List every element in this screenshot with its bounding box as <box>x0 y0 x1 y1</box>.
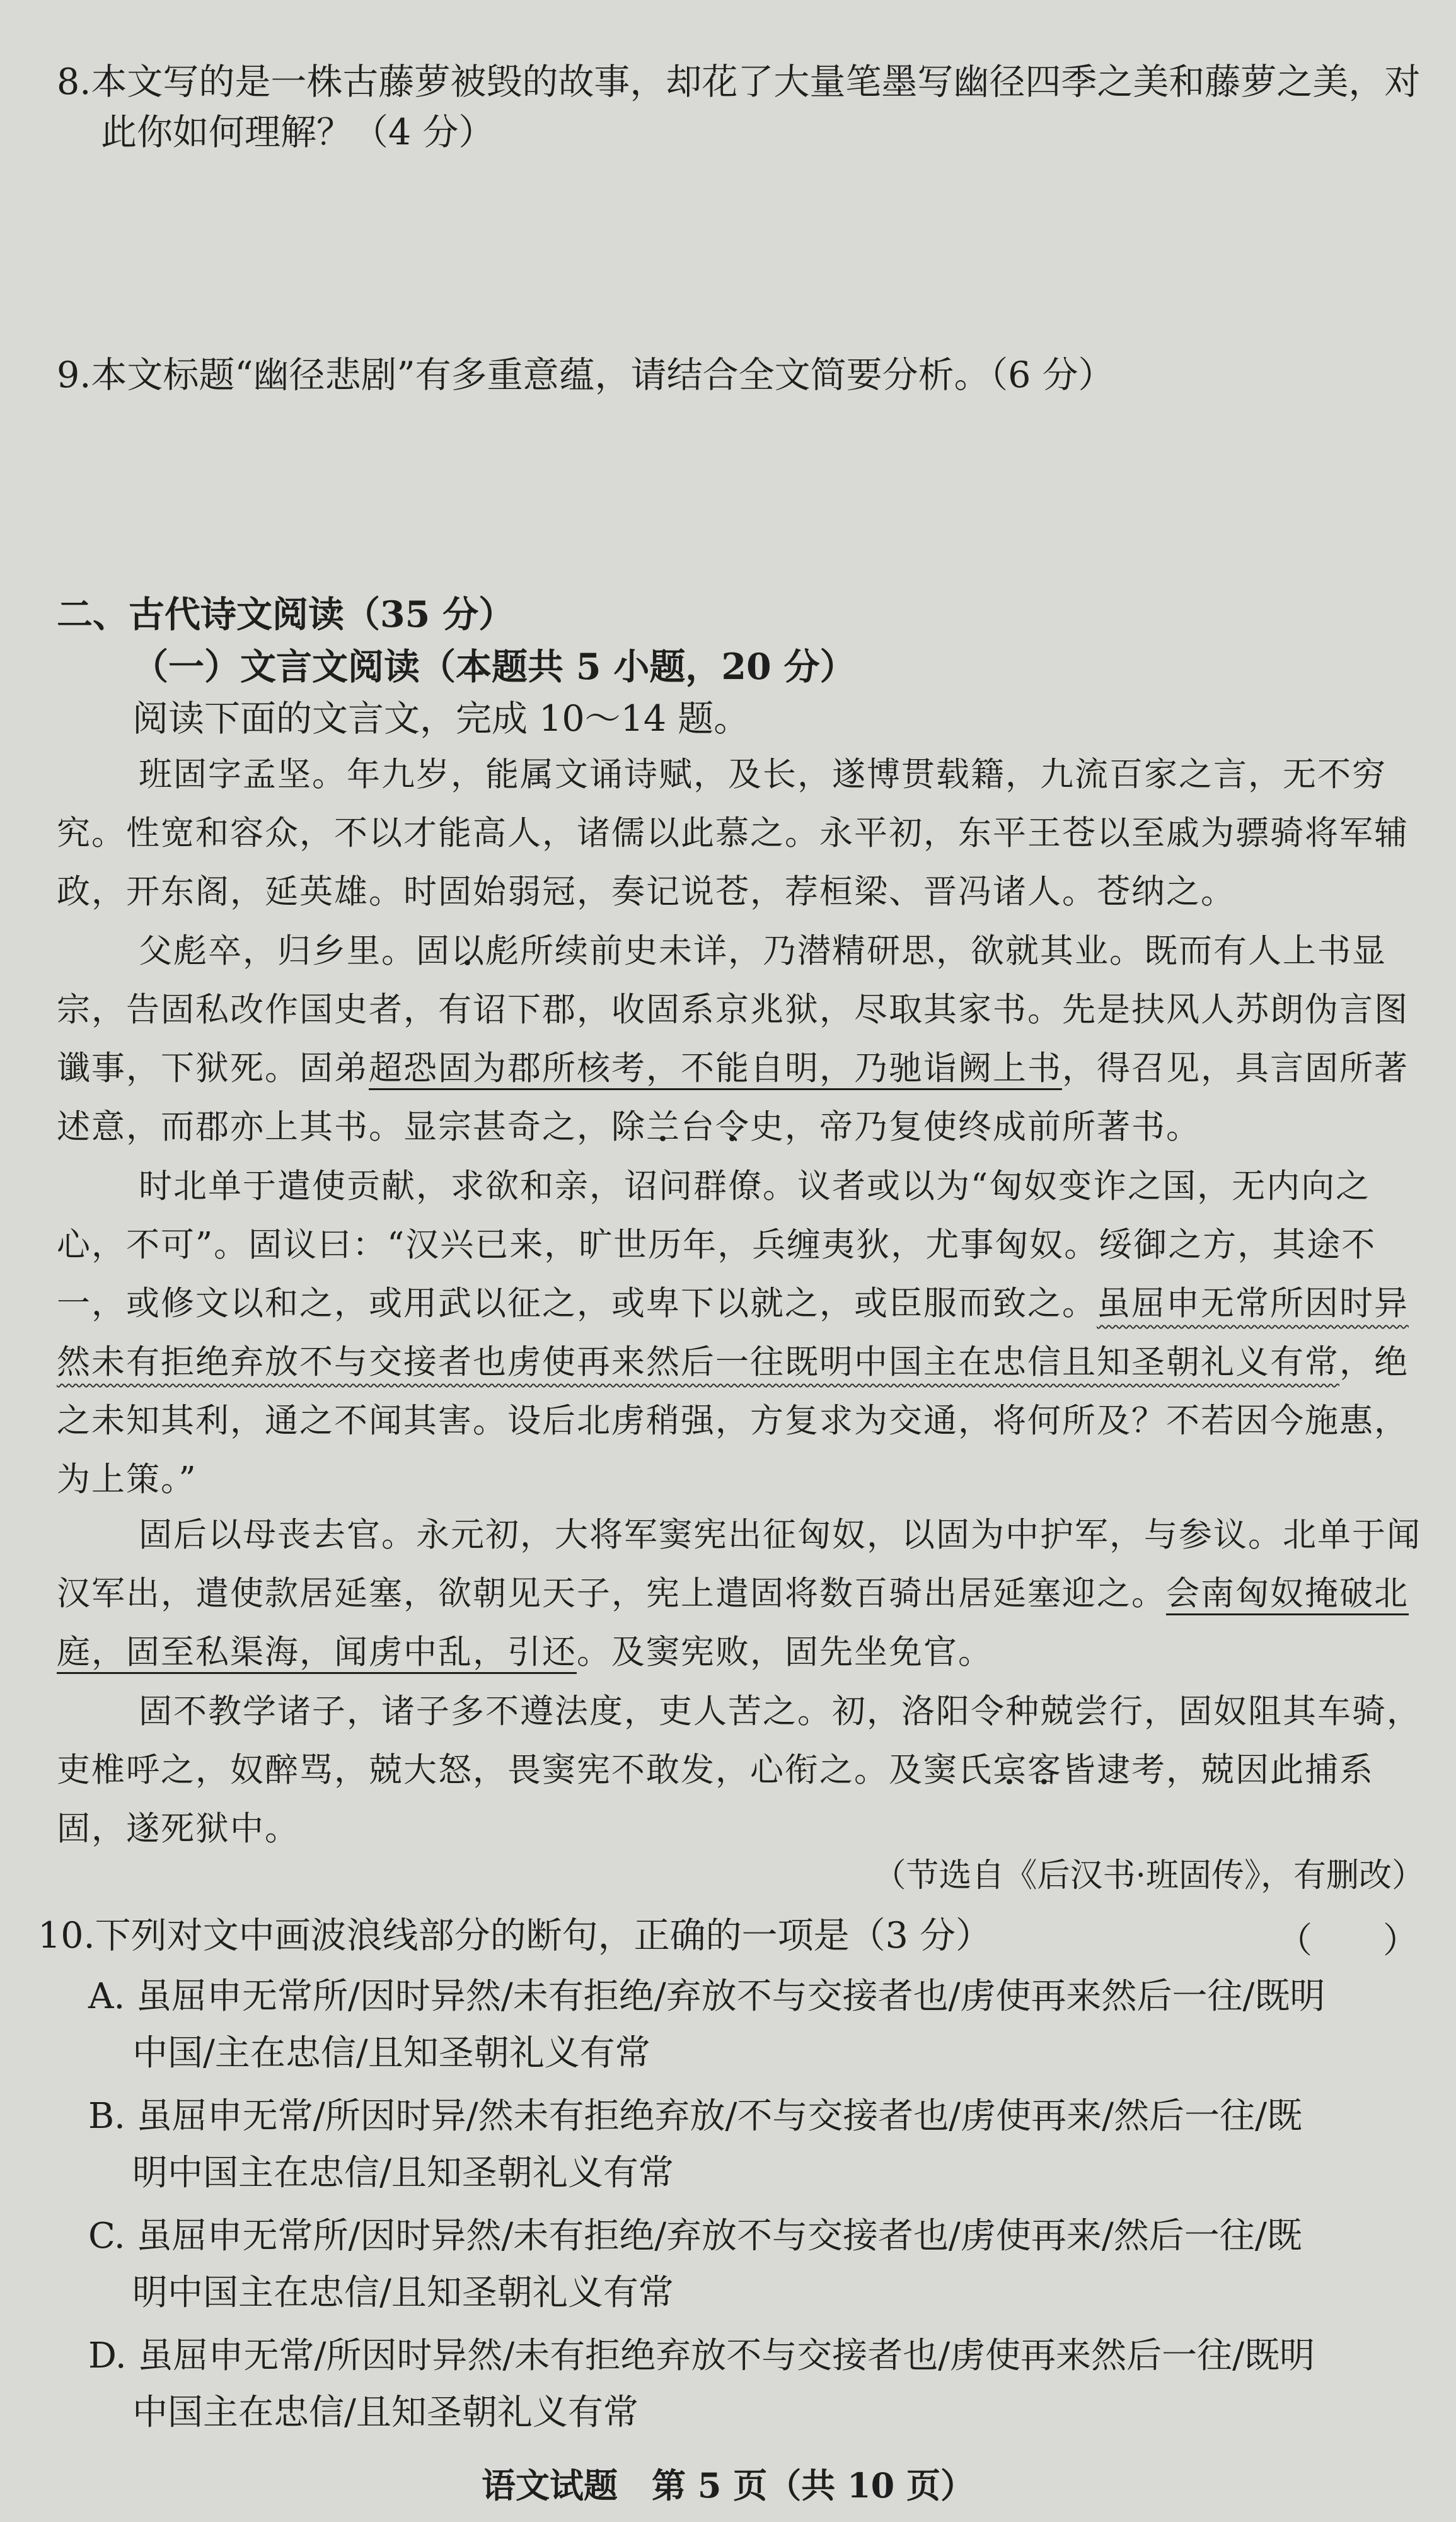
p4-text-a: 固后以母丧去官。永元初，大将军窦宪出征匈奴，以固为中护军，与参议。北单于闻汉军出，遣使款居延塞，欲朝见天子，宪上遣固将数百骑出居延塞迎之。 <box>57 1516 1421 1613</box>
option-d-line2: 中国主在忠信/且知圣朝礼义有常 <box>132 2392 638 2433</box>
option-a-line1: A. 虽屈申无常所/因时异然/未有拒绝/弃放不与交接者也/虏使再来然后一往/既明 <box>88 1976 1326 2017</box>
p3-text-b: ，绝之未知其利，通之不闻其害。设后北虏稍强，方复求为交通，将何所及？不若因今施惠，为上策。” <box>57 1343 1409 1499</box>
option-b-line1: B. 虽屈申无常/所因时异/然未有拒绝弃放/不与交接者也/虏使再来/然后一往/既 <box>88 2096 1302 2137</box>
option-b-line2: 明中国主在忠信/且知圣朝礼义有常 <box>132 2153 674 2194</box>
question-8-line1: 8.本文写的是一株古藤萝被毁的故事，却花了大量笔墨写幽径四季之美和藤萝之美，对 <box>57 61 1421 103</box>
dotted-char: 以 <box>451 932 485 970</box>
p3-text-a: 时北单于遣使贡献，求欲和亲，诏问群僚。议者或以为“匈奴变诈之国，无内向之心，不可”。固议曰：“汉兴已来，旷世历年，兵缠夷狄，尤事匈奴。绥御之方，其途不一，或修文以和之，或用武以征之，或卑下以就之，或臣服而致之。 <box>57 1167 1377 1323</box>
underlined-sentence: 超恐固为郡所核考，不能自明，乃驰诣阙上书 <box>369 1049 1062 1088</box>
p2-text-d: 台 <box>681 1108 715 1146</box>
page-footer: 语文试题 第 5 页（共 10 页） <box>482 2465 974 2506</box>
passage-paragraph-5 <box>57 1682 1424 1858</box>
p2-text-a: 父彪卒，归乡里。固 <box>139 932 451 970</box>
p2-text-b: 彪所续前史未详，乃潜精研思，欲就其业。既而有人上书显宗，告固私改作国史者，有诏下郡，收固系京兆狱，尽取其家书。先是扶风人苏朗伪言图谶事，下狱死。固弟 <box>57 932 1409 1088</box>
section-heading: 二、古代诗文阅读（35 分） <box>57 593 515 636</box>
question-8-line2: 此你如何理解？（4 分） <box>101 112 495 153</box>
option-a <box>88 1968 1431 2082</box>
option-d-line1: D. 虽屈申无常/所因时异然/未有拒绝弃放不与交接者也/虏使再来然后一往/既明 <box>88 2335 1315 2376</box>
subsection-heading: （一）文言文阅读（本题共 5 小题，20 分） <box>132 646 856 688</box>
question-10-stem: 10.下列对文中画波浪线部分的断句，正确的一项是（3 分） <box>38 1915 992 1956</box>
passage-paragraph-4 <box>57 1506 1424 1682</box>
option-d <box>88 2328 1431 2441</box>
underlined-sentence: 会南匈奴掩破北庭，固至私渠海，闻虏中乱，引还 <box>57 1574 1409 1671</box>
option-b <box>88 2088 1431 2202</box>
question-8 <box>57 57 1424 158</box>
dotted-char: 客 <box>1027 1751 1062 1789</box>
question-9: 9.本文标题“幽径悲剧”有多重意蕴，请结合全文简要分析。（6 分） <box>57 354 1114 396</box>
option-a-line2: 中国/主在忠信/且知圣朝礼义有常 <box>132 2033 650 2074</box>
dotted-char: 令 <box>715 1108 750 1146</box>
passage-source: （节选自《后汉书·班固传》，有删改） <box>873 1857 1424 1895</box>
wavy-underlined-sentence: 虽屈申无常所因时异然未有拒绝弃放不与交接者也虏使再来然后一往既明中国主在忠信且知圣朝礼义有常 <box>57 1284 1409 1381</box>
option-c-line2: 明中国主在忠信/且知圣朝礼义有常 <box>132 2272 674 2313</box>
p2-text-e: 史，帝乃复使终成前所著书。 <box>750 1108 1201 1146</box>
dotted-char: 兰 <box>646 1108 681 1146</box>
answer-blank: （ ） <box>1277 1921 1418 1961</box>
passage-paragraph-1 <box>57 745 1424 921</box>
reading-instruction: 阅读下面的文言文，完成 10～14 题。 <box>132 698 750 740</box>
p5-text-b: 皆逮考，兢因此捕系固，遂死狱中。 <box>57 1751 1374 1848</box>
dotted-char: 宾 <box>993 1751 1027 1789</box>
passage-paragraph-2 <box>57 922 1424 1156</box>
p4-text-b: 。及窦宪败，固先坐免官。 <box>577 1633 993 1671</box>
p5-text-a: 固不教学诸子，诸子多不遵法度，吏人苦之。初，洛阳令种兢尝行，固奴阻其车骑，吏椎呼之，奴醉骂，兢大怒，畏窦宪不敢发，心衔之。及窦氏 <box>57 1692 1421 1789</box>
passage-paragraph-3 <box>57 1157 1424 1509</box>
option-c <box>88 2208 1431 2322</box>
p2-text-c: ，得召见，具言固所著述意，而郡亦上其书。显宗甚奇之，除 <box>57 1049 1409 1146</box>
paragraph-1-text: 班固字孟坚。年九岁，能属文诵诗赋，及长，遂博贯载籍，九流百家之言，无不穷究。性宽和容众，不以才能高人，诸儒以此慕之。永平初，东平王苍以至戚为骠骑将军辅政，开东阁，延英雄。时固始弱冠，奏记说苍，荐桓梁、晋冯诸人。苍纳之。 <box>57 755 1409 911</box>
option-c-line1: C. 虽屈申无常所/因时异然/未有拒绝/弃放不与交接者也/虏使再来/然后一往/既 <box>88 2216 1302 2257</box>
